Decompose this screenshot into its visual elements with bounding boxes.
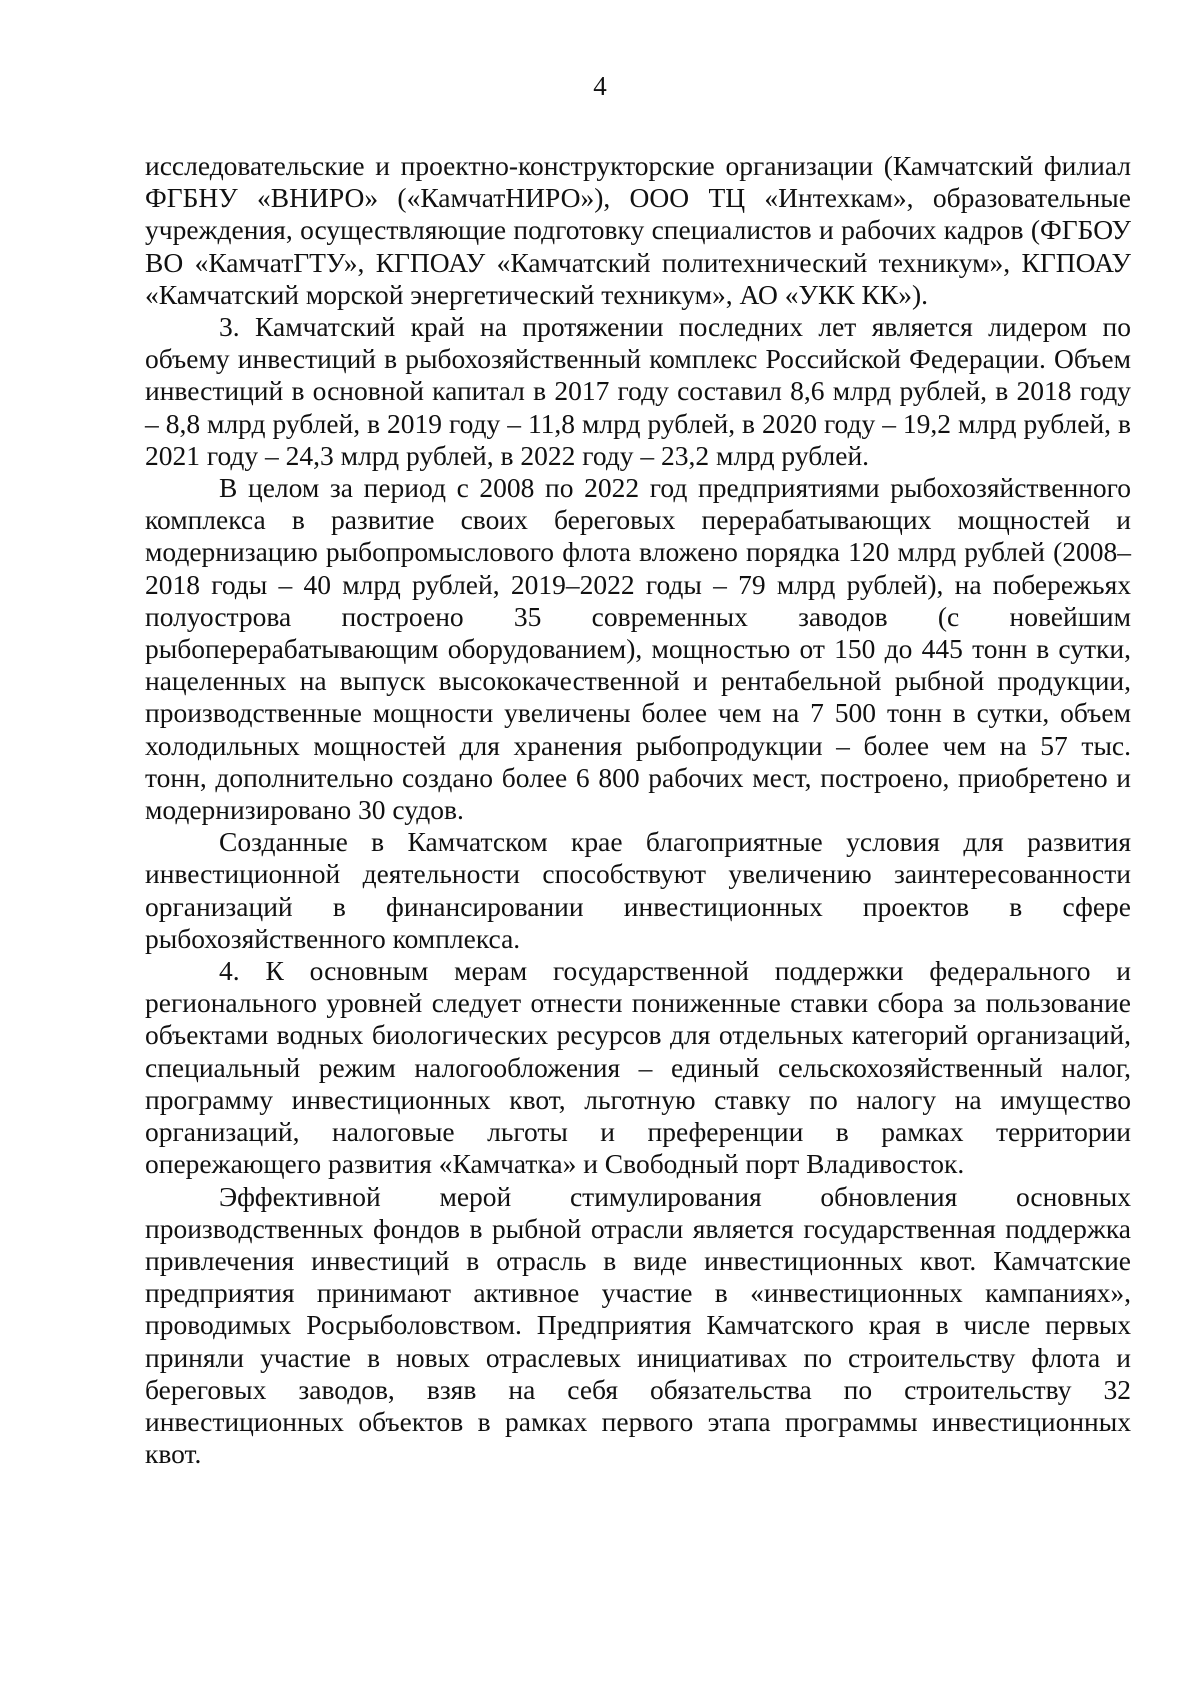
paragraph-investment-quotas: Эффективной мерой стимулирования обновления основных производственных фондов в рыбной отрасли является государственная поддержка привлечения инвестиций в отрасль в виде инвестиционных квот. Камчатские предприятия принимают активное участие в «инвестиционных кампаниях», проводимых Росрыболовством. Предприятия Камчатского края в числе первых приняли участие в новых отраслевых инициативах по строительству флота и береговых заводов, взяв на себя обязательства по строительству 32 инвестиционных объектов в рамках первого этапа программы инвестиционных квот. <box>145 1180 1131 1470</box>
paragraph-state-support-measures: 4. К основным мерам государственной поддержки федерального и регионального уровней следует отнести пониженные ставки сбора за пользование объектами водных биологических ресурсов для отдельных категорий организаций, специальный режим налогообложения – единый сельскохозяйственный налог, программу инвестиционных квот, льготную ставку по налогу на имущество организаций, налоговые льготы и преференции в рамках территории опережающего развития «Камчатка» и Свободный порт Владивосток. <box>145 955 1131 1180</box>
paragraph-favorable-conditions: Созданные в Камчатском крае благоприятные условия для развития инвестиционной деятельности способствуют увеличению заинтересованности организаций в финансировании инвестиционных проектов в сфере рыбохозяйственного комплекса. <box>145 826 1131 954</box>
paragraph-investment-period-summary: В целом за период с 2008 по 2022 год предприятиями рыбохозяйственного комплекса в развитие своих береговых перерабатывающих мощностей и модернизацию рыбопромыслового флота вложено порядка 120 млрд рублей (2008–2018 годы – 40 млрд рублей, 2019–2022 годы – 79 млрд рублей), на побережьях полуострова построено 35 современных заводов (с новейшим рыбоперерабатывающим оборудованием), мощностью от 150 до 445 тонн в сутки, нацеленных на выпуск высококачественной и рентабельной рыбной продукции, производственные мощности увеличены более чем на 7 500 тонн в сутки, объем холодильных мощностей для хранения рыбопродукции – более чем на 57 тыс. тонн, дополнительно создано более 6 800 рабочих мест, построено, приобретено и модернизировано 30 судов. <box>145 472 1131 826</box>
paragraph-organizations-continued: исследовательские и проектно-конструкторские организации (Камчатский филиал ФГБНУ «ВНИРО» («КамчатНИРО»), ООО ТЦ «Интехкам», образовательные учреждения, осуществляющие подготовку специалистов и рабочих кадров (ФГБОУ ВО «КамчатГТУ», КГПОАУ «Камчатский политехнический техникум», КГПОАУ «Камчатский морской энергетический техникум», АО «УКК КК»). <box>145 150 1131 310</box>
page-number: 4 <box>593 71 607 101</box>
paragraph-investment-volume: 3. Камчатский край на протяжении последних лет является лидером по объему инвестиций в рыбохозяйственный комплекс Российской Федерации. Объем инвестиций в основной капитал в 2017 году составил 8,6 млрд рублей, в 2018 году – 8,8 млрд рублей, в 2019 году – 11,8 млрд рублей, в 2020 году – 19,2 млрд рублей, в 2021 году – 24,3 млрд рублей, в 2022 году – 23,2 млрд рублей. <box>145 311 1131 471</box>
document-body <box>145 150 1131 1470</box>
